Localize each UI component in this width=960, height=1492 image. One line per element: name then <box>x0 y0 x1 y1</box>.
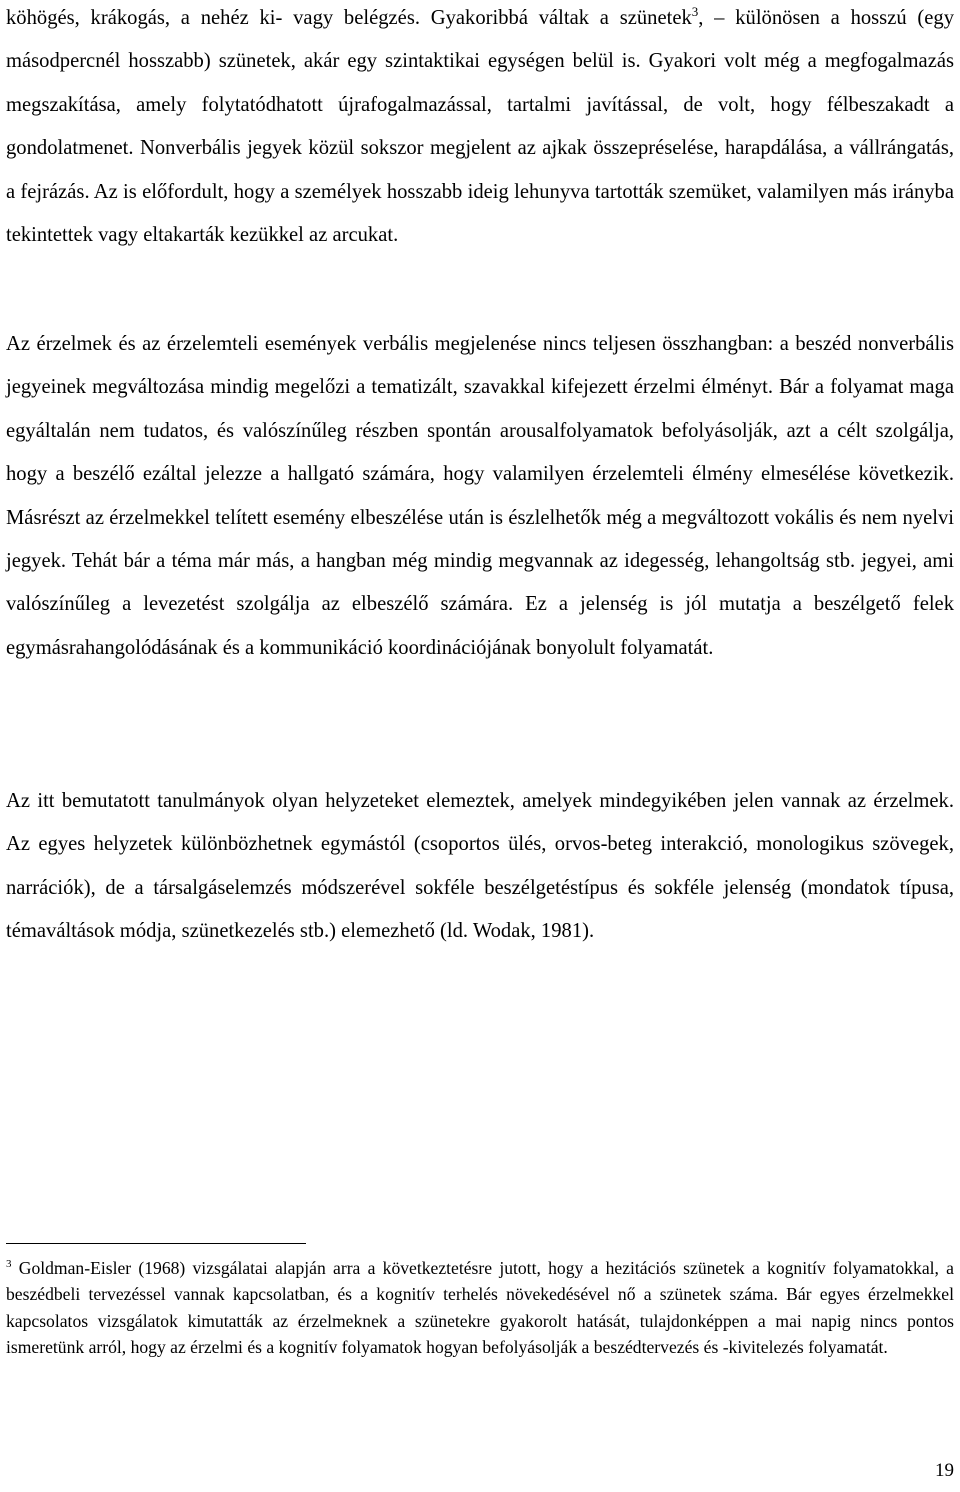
body-paragraph-1 <box>6 0 954 257</box>
document-page <box>6 0 954 1492</box>
body-paragraph-2: Az érzelmek és az érzelemteli események verbális megjelenése nincs teljesen összhangban: a beszéd nonverbális jegyeinek megváltozása mindig megelőzi a tematizált, szavakkal kifejezett érzelmi élményt. Bár a folyamat maga egyáltalán nem tudatos, és valószínűleg részben spontán arousalfolyamatok befolyásolják, azt a célt szolgálja, hogy a beszélő ezáltal jelezze a hallgató számára, hogy valamilyen érzelemteli élmény elmesélése következik. Másrészt az érzelmekkel telített esemény elbeszélése után is észlelhetők még a megváltozott vokális és nem nyelvi jegyek. Tehát bár a téma már más, a hangban még mindig megvannak az idegesség, lehangoltság stb. jegyei, ami valószínűleg a levezetést szolgálja az elbeszélő számára. Ez a jelenség is jól mutatja a beszélgető felek egymásrahangolódásának és a kommunikáció koordinációjának bonyolult folyamatát. <box>6 333 954 659</box>
paragraph-1-text-start: köhögés, krákogás, a nehéz ki- vagy belégzés. Gyakoribbá váltak a szünetek <box>6 7 692 29</box>
paragraph-1-text-end: , – különösen a hosszú (egy másodpercnél hosszabb) szünetek, akár egy szintaktikai egységen belül is. Gyakori volt még a megfogalmazás megszakítása, amely folytatódhatott újrafogalmazással, tartalmi javítással, de volt, hogy félbeszakadt a gondolatmenet. Nonverbális jegyek közül sokszor megjelent az ajkak összepréselése, harapdálása, a vállrángatás, a fejrázás. Az is előfordult, hogy a személyek hosszabb ideig lehunyva tartották szemüket, valamilyen más irányba tekintettek vagy eltakarták kezükkel az arcukat. <box>6 7 954 247</box>
footnote-separator <box>6 1243 306 1244</box>
footnote <box>6 1255 954 1360</box>
body-paragraph-3: Az itt bemutatott tanulmányok olyan helyzeteket elemeztek, amelyek mindegyikében jelen vannak az érzelmek. Az egyes helyzetek különbözhetnek egymástól (csoportos ülés, orvos-beteg interakció, monologikus szövegek, narrációk), de a társalgáselemzés módszerével sokféle beszélgetéstípus és sokféle jelenség (mondatok típusa, témaváltások módja, szünetkezelés stb.) elemezhető (ld. Wodak, 1981). <box>6 790 954 943</box>
footnote-marker: 3 <box>6 1258 12 1271</box>
footnote-reference[interactable]: 3 <box>691 4 699 20</box>
page-number: 19 <box>935 1460 954 1481</box>
footnote-text: Goldman-Eisler (1968) vizsgálatai alapján arra a következtetésre jutott, hogy a hezitációs szünetek a kognitív folyamatokkal, a beszédbeli tervezéssel vannak kapcsolatban, és a kognitív terhelés növekedésével nő a szünetek száma. Bár egyes érzelmekkel kapcsolatos vizsgálatok kimutatták az érzelmeknek a szünetekre gyakorolt hatását, tulajdonképpen a mai napig nincs pontos ismeretünk arról, hogy az érzelmi és a kognitív folyamatok hogyan befolyásolják a beszédtervezés és -kivitelezés folyamatát. <box>6 1258 954 1357</box>
